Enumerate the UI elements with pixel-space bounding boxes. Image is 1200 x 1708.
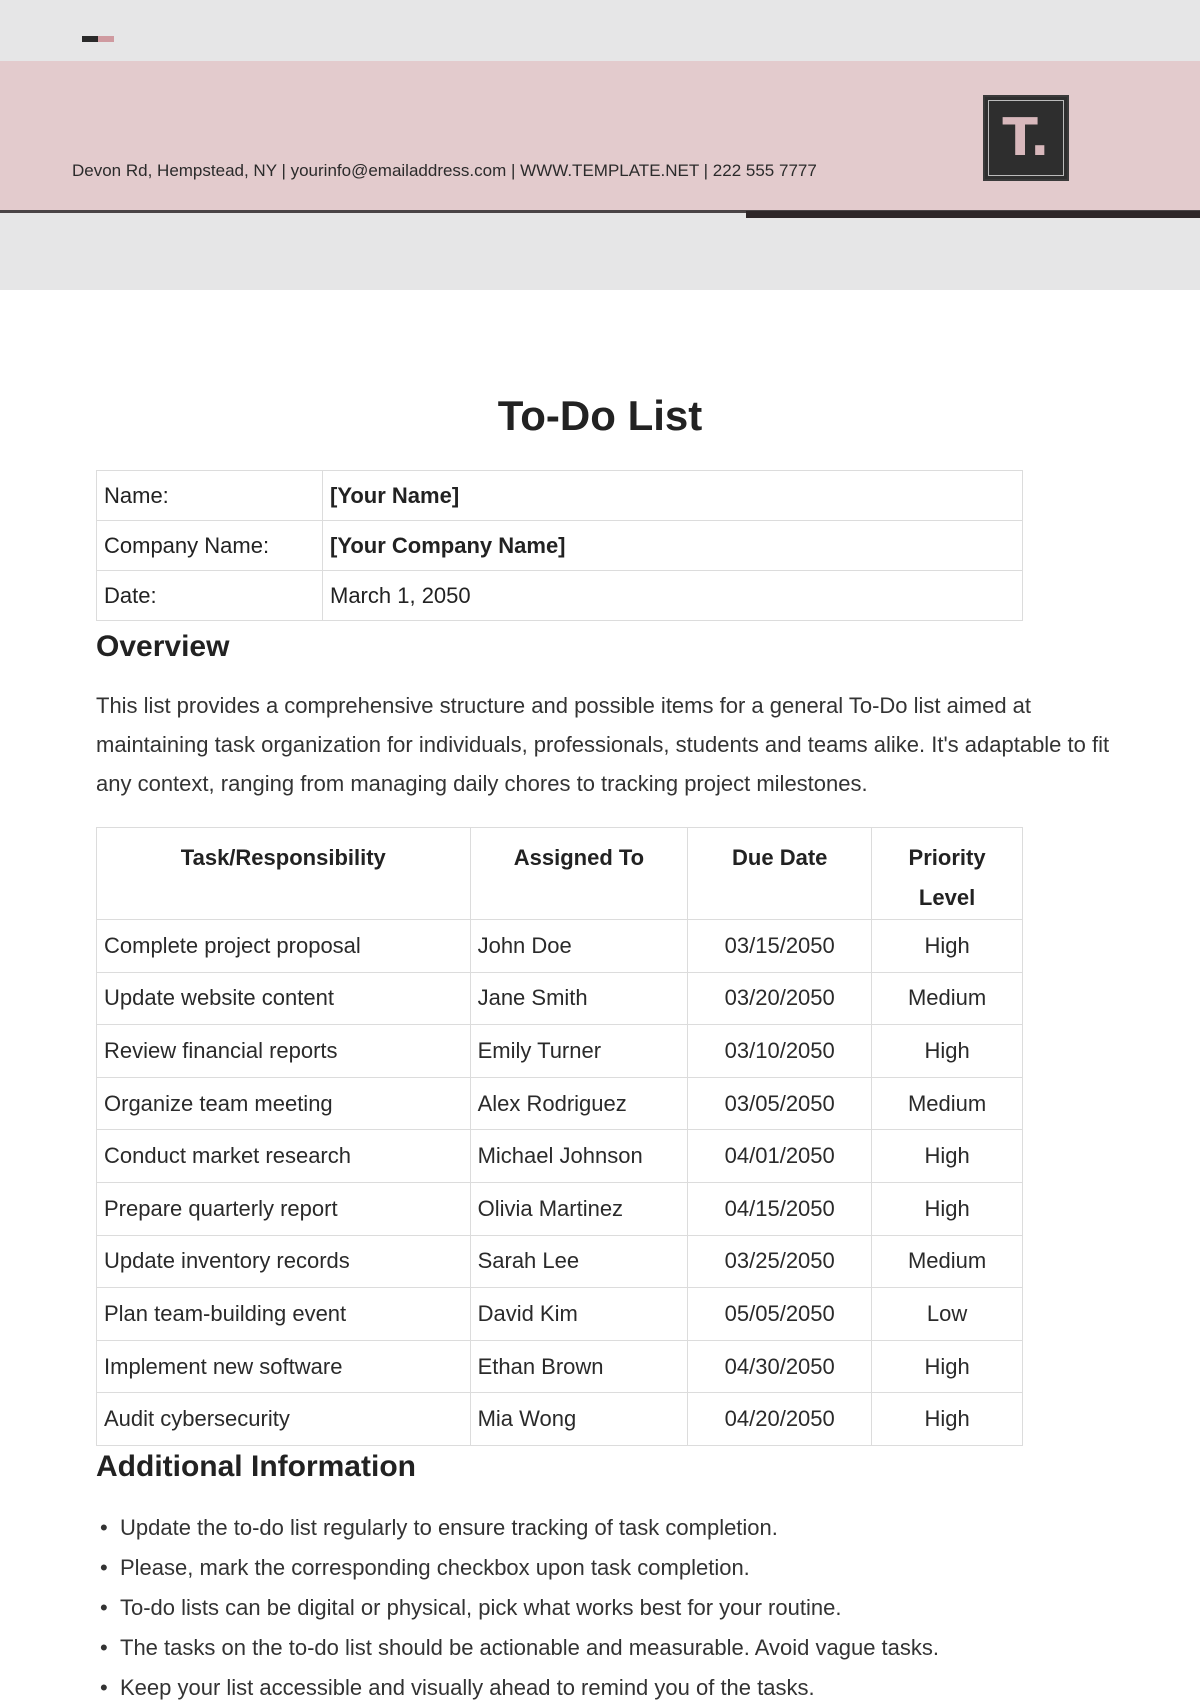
info-label: Date: <box>97 571 323 621</box>
table-row <box>97 1235 1023 1288</box>
list-item <box>100 1628 939 1668</box>
column-header-task: Task/Responsibility <box>97 828 471 920</box>
company-logo <box>983 95 1069 181</box>
info-label: Name: <box>97 471 323 521</box>
list-item <box>100 1548 939 1588</box>
column-header-due-date: Due Date <box>688 828 872 920</box>
assigned-cell: David Kim <box>470 1288 688 1341</box>
bullet-icon: • <box>100 1555 108 1580</box>
assigned-cell: Mia Wong <box>470 1393 688 1446</box>
accent-pink-segment <box>98 36 114 42</box>
list-item-text: To-do lists can be digital or physical, pick what works best for your routine. <box>120 1595 842 1620</box>
list-item-text: Please, mark the corresponding checkbox upon task completion. <box>120 1555 750 1580</box>
table-row <box>97 1340 1023 1393</box>
task-table-header <box>97 828 1023 920</box>
due-date-cell: 04/20/2050 <box>688 1393 872 1446</box>
bullet-icon: • <box>100 1635 108 1660</box>
priority-cell: Low <box>872 1288 1023 1341</box>
info-row-date <box>97 571 1023 621</box>
assigned-cell: Alex Rodriguez <box>470 1077 688 1130</box>
due-date-cell: 04/15/2050 <box>688 1182 872 1235</box>
task-cell: Review financial reports <box>97 1025 471 1078</box>
due-date-cell: 03/10/2050 <box>688 1025 872 1078</box>
assigned-cell: John Doe <box>470 920 688 973</box>
task-cell: Update website content <box>97 972 471 1025</box>
info-table <box>96 470 1023 621</box>
assigned-cell: Jane Smith <box>470 972 688 1025</box>
due-date-cell: 03/15/2050 <box>688 920 872 973</box>
task-cell: Plan team-building event <box>97 1288 471 1341</box>
table-row <box>97 1393 1023 1446</box>
header-accent-bar <box>82 36 114 42</box>
info-row-name <box>97 471 1023 521</box>
task-cell: Update inventory records <box>97 1235 471 1288</box>
priority-cell: High <box>872 920 1023 973</box>
priority-cell: High <box>872 1025 1023 1078</box>
list-item <box>100 1508 939 1548</box>
info-value: March 1, 2050 <box>323 571 1023 621</box>
table-row <box>97 920 1023 973</box>
list-item <box>100 1588 939 1628</box>
table-row <box>97 1025 1023 1078</box>
assigned-cell: Michael Johnson <box>470 1130 688 1183</box>
priority-cell: High <box>872 1182 1023 1235</box>
due-date-cell: 04/30/2050 <box>688 1340 872 1393</box>
info-value: [Your Company Name] <box>323 521 1023 571</box>
due-date-cell: 04/01/2050 <box>688 1130 872 1183</box>
task-cell: Prepare quarterly report <box>97 1182 471 1235</box>
task-cell: Complete project proposal <box>97 920 471 973</box>
info-row-company <box>97 521 1023 571</box>
list-item-text: The tasks on the to-do list should be actionable and measurable. Avoid vague tasks. <box>120 1635 939 1660</box>
column-header-assigned: Assigned To <box>470 828 688 920</box>
assigned-cell: Ethan Brown <box>470 1340 688 1393</box>
table-row <box>97 1288 1023 1341</box>
priority-cell: Medium <box>872 972 1023 1025</box>
task-cell: Audit cybersecurity <box>97 1393 471 1446</box>
overview-text: This list provides a comprehensive structure and possible items for a general To-Do list aimed at maintaining task organization for individuals, professionals, students and teams alike. It's adaptable to fit any context, ranging from managing daily chores to tracking project milestones. <box>96 693 1110 796</box>
column-header-priority: Priority Level <box>872 828 1023 920</box>
task-cell: Conduct market research <box>97 1130 471 1183</box>
assigned-cell: Emily Turner <box>470 1025 688 1078</box>
due-date-cell: 05/05/2050 <box>688 1288 872 1341</box>
info-value: [Your Name] <box>323 471 1023 521</box>
due-date-cell: 03/20/2050 <box>688 972 872 1025</box>
table-row <box>97 1182 1023 1235</box>
accent-dark-segment <box>82 36 98 42</box>
additional-info-list <box>100 1508 939 1708</box>
task-cell: Organize team meeting <box>97 1077 471 1130</box>
bullet-icon: • <box>100 1515 108 1540</box>
bullet-icon: • <box>100 1675 108 1700</box>
task-cell: Implement new software <box>97 1340 471 1393</box>
priority-cell: Medium <box>872 1077 1023 1130</box>
additional-info-heading: Additional Information <box>96 1450 416 1483</box>
list-item <box>100 1668 939 1708</box>
page-title: To-Do List <box>497 392 703 439</box>
priority-cell: High <box>872 1340 1023 1393</box>
priority-cell: High <box>872 1130 1023 1183</box>
due-date-cell: 03/25/2050 <box>688 1235 872 1288</box>
task-table <box>96 827 1023 1446</box>
info-label: Company Name: <box>97 521 323 571</box>
bullet-icon: • <box>100 1595 108 1620</box>
header-divider-thick <box>746 211 1200 218</box>
list-item-text: Keep your list accessible and visually ahead to remind you of the tasks. <box>120 1675 815 1700</box>
due-date-cell: 03/05/2050 <box>688 1077 872 1130</box>
logo-text: T. <box>988 100 1064 176</box>
list-item-text: Update the to-do list regularly to ensure tracking of task completion. <box>120 1515 778 1540</box>
overview-heading: Overview <box>96 630 230 663</box>
priority-cell: High <box>872 1393 1023 1446</box>
assigned-cell: Sarah Lee <box>470 1235 688 1288</box>
table-row <box>97 1130 1023 1183</box>
contact-info: Devon Rd, Hempstead, NY | yourinfo@emailaddress.com | WWW.TEMPLATE.NET | 222 555 7777 <box>72 161 817 180</box>
table-row <box>97 1077 1023 1130</box>
table-row <box>97 972 1023 1025</box>
assigned-cell: Olivia Martinez <box>470 1182 688 1235</box>
priority-cell: Medium <box>872 1235 1023 1288</box>
